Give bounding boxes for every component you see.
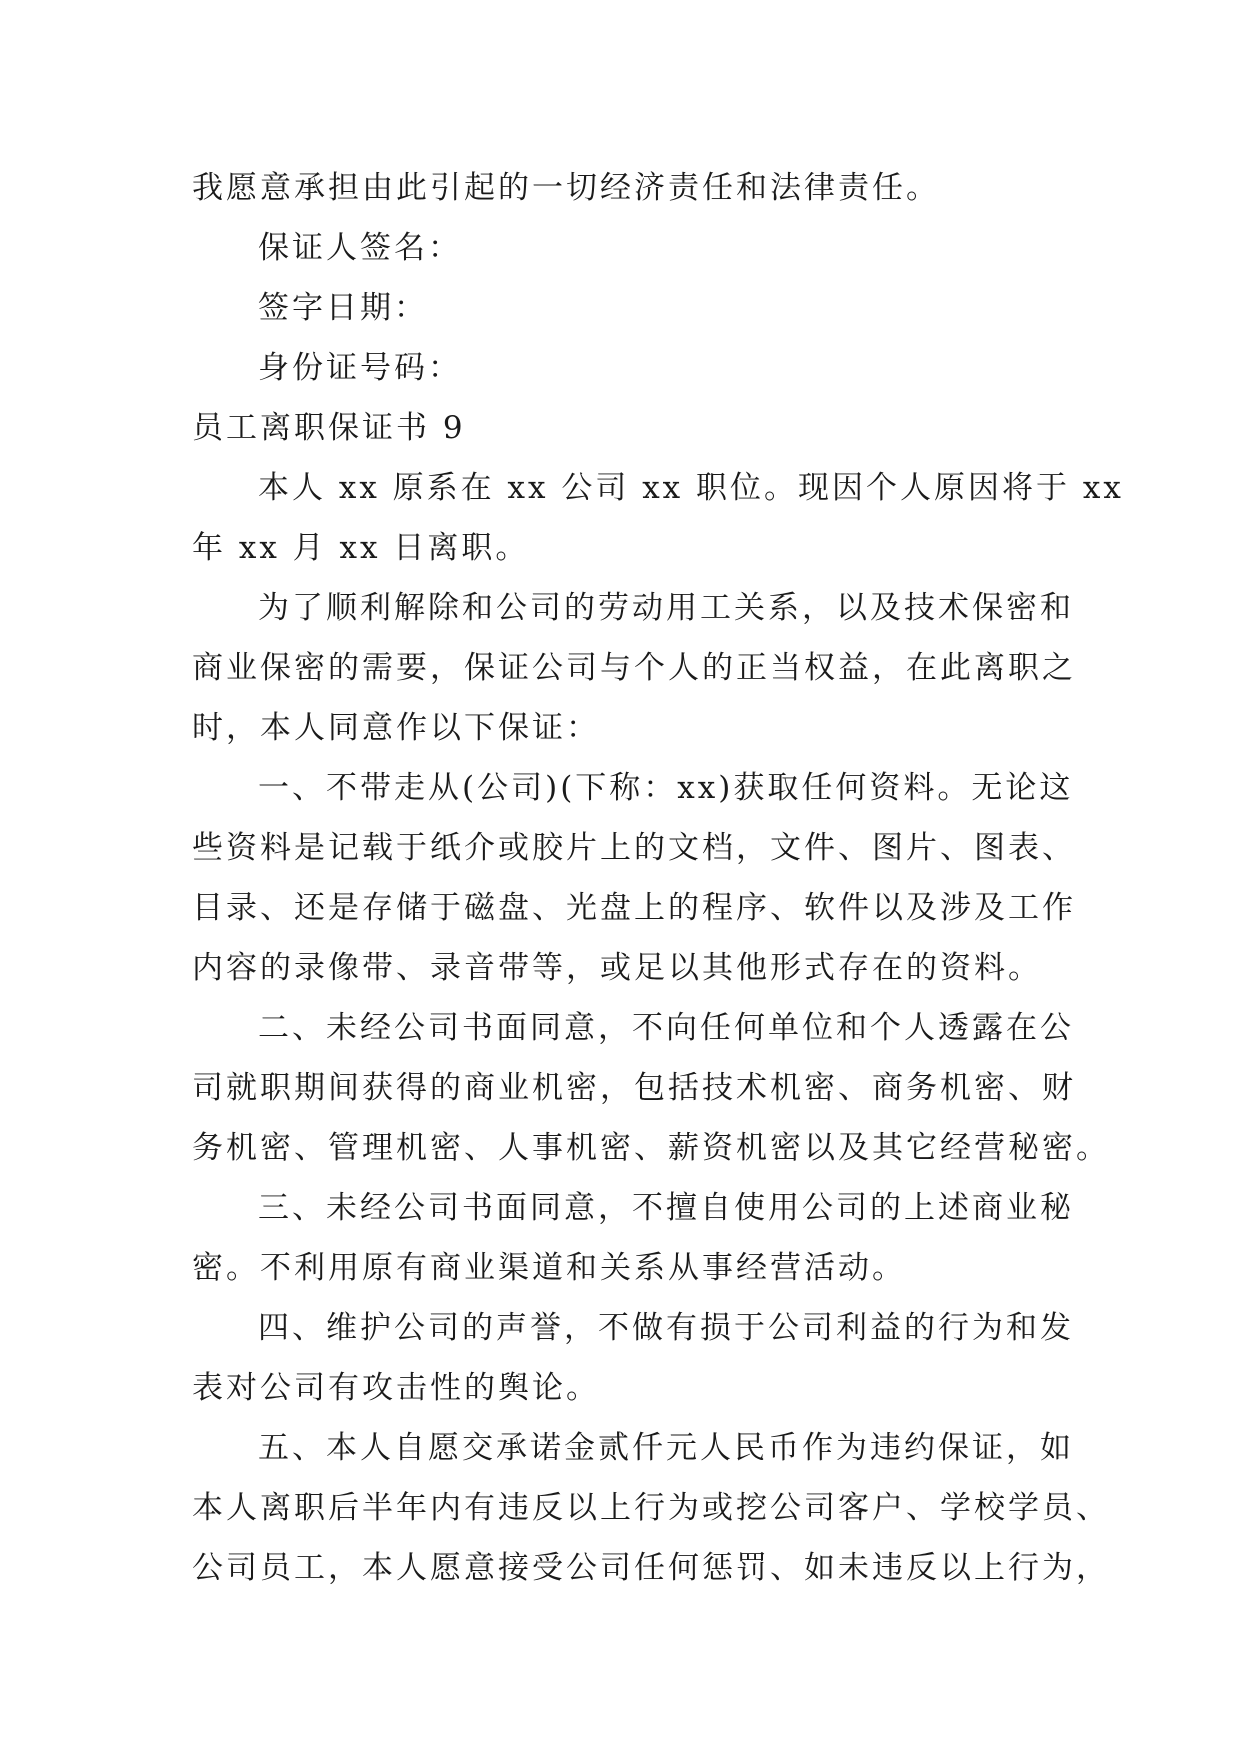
text-line: 目录、还是存储于磁盘、光盘上的程序、软件以及涉及工作 xyxy=(192,890,1076,926)
text-line: 内容的录像带、录音带等，或足以其他形式存在的资料。 xyxy=(192,950,1042,986)
id-number-label: 身份证号码： xyxy=(258,350,462,386)
text-line: 本人离职后半年内有违反以上行为或挖公司客户、学校学员、 xyxy=(192,1490,1110,1526)
text-line: 密。不利用原有商业渠道和关系从事经营活动。 xyxy=(192,1250,906,1286)
text-line: 二、未经公司书面同意，不向任何单位和个人透露在公 xyxy=(258,1010,1074,1046)
text-line: 商业保密的需要，保证公司与个人的正当权益，在此离职之 xyxy=(192,650,1076,686)
text-line: 公司员工，本人愿意接受公司任何惩罚、如未违反以上行为， xyxy=(192,1550,1110,1586)
text-line: 务机密、管理机密、人事机密、薪资机密以及其它经营秘密。 xyxy=(192,1130,1110,1166)
sign-date-label: 签字日期： xyxy=(258,290,428,326)
text-line: 为了顺利解除和公司的劳动用工关系，以及技术保密和 xyxy=(258,590,1074,626)
text-line: 三、未经公司书面同意，不擅自使用公司的上述商业秘 xyxy=(258,1190,1074,1226)
signature-label: 保证人签名： xyxy=(258,230,462,266)
text-line: 我愿意承担由此引起的一切经济责任和法律责任。 xyxy=(192,170,940,206)
text-line: 表对公司有攻击性的舆论。 xyxy=(192,1370,600,1406)
text-line: 年 xx 月 xx 日离职。 xyxy=(192,530,530,566)
text-line: 些资料是记载于纸介或胶片上的文档，文件、图片、图表、 xyxy=(192,830,1076,866)
text-line: 四、维护公司的声誉，不做有损于公司利益的行为和发 xyxy=(258,1310,1074,1346)
text-line: 时，本人同意作以下保证： xyxy=(192,710,600,746)
document-body xyxy=(192,158,1124,1598)
text-line: 一、不带走从(公司)(下称：xx)获取任何资料。无论这 xyxy=(258,770,1074,806)
text-line: 五、本人自愿交承诺金贰仟元人民币作为违约保证，如 xyxy=(258,1430,1074,1466)
text-line: 司就职期间获得的商业机密，包括技术机密、商务机密、财 xyxy=(192,1070,1076,1106)
section-heading: 员工离职保证书 9 xyxy=(192,410,466,446)
text-line: 本人 xx 原系在 xx 公司 xx 职位。现因个人原因将于 xx xyxy=(258,470,1124,506)
